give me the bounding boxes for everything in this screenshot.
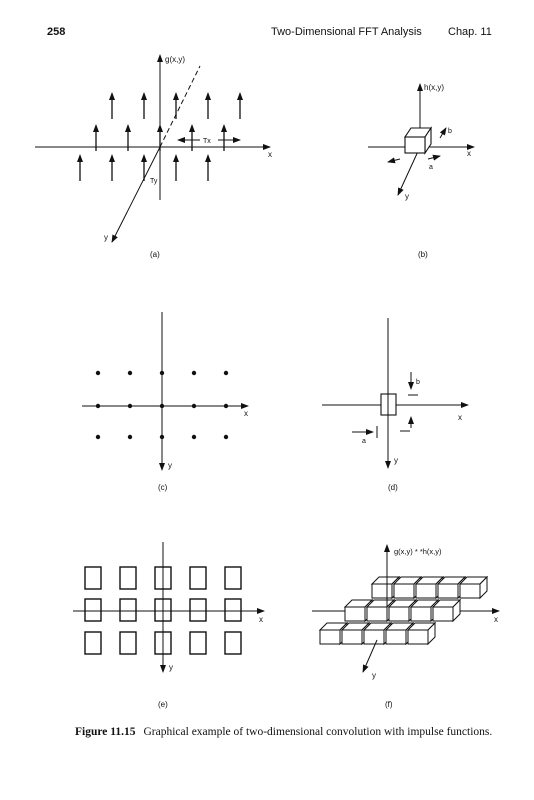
impulse-arrowhead — [93, 124, 99, 132]
impulse-arrowhead — [141, 154, 147, 162]
impulse-dot — [128, 371, 132, 375]
impulse-dot — [192, 371, 196, 375]
panel-a-tx-label: Tx — [203, 138, 211, 145]
panel-a-label: (a) — [150, 250, 160, 259]
impulse-dot — [192, 404, 196, 408]
panel-a-y-label: y — [104, 233, 108, 242]
convolution-rect — [225, 599, 241, 621]
impulse-dot — [160, 404, 164, 408]
chapter-label: Chap. 11 — [448, 26, 492, 38]
panel-d-b-label: b — [416, 379, 420, 386]
box-front — [416, 584, 436, 598]
box-front — [367, 607, 387, 621]
impulse-arrowhead — [125, 124, 131, 132]
convolution-rect — [190, 599, 206, 621]
panel-a-ty-label: Ty — [150, 178, 158, 185]
box-front — [460, 584, 480, 598]
panel-e — [73, 542, 264, 709]
impulse-dot — [96, 435, 100, 439]
panel-b-func-label: h(x,y) — [424, 83, 444, 92]
impulse-arrowhead — [109, 92, 115, 100]
impulse-arrowhead — [77, 154, 83, 162]
box-front — [364, 630, 384, 644]
panel-b-a-arrow — [388, 159, 400, 162]
panel-f-y-label: y — [372, 671, 376, 680]
panel-e-y-label: y — [169, 663, 173, 672]
impulse-arrowhead — [205, 92, 211, 100]
panel-a-x-label: x — [268, 150, 272, 159]
panel-b-a-arrow2 — [428, 156, 440, 159]
panel-d-a-label: a — [362, 438, 366, 445]
panel-b-a-label: a — [429, 164, 433, 171]
convolution-rect — [190, 567, 206, 589]
impulse-arrowhead — [173, 154, 179, 162]
figure-label: Figure 11.15 — [75, 726, 136, 738]
impulse-arrowhead — [173, 92, 179, 100]
box-front — [438, 584, 458, 598]
panel-b-label: (b) — [418, 250, 428, 259]
panel-b-y-label: y — [405, 192, 409, 201]
box-front — [394, 584, 414, 598]
panel-f — [312, 545, 499, 709]
panel-a-y-axis — [112, 147, 160, 242]
impulse-dot — [192, 435, 196, 439]
panel-a — [35, 55, 272, 259]
panel-b — [368, 83, 474, 259]
impulse-dot — [128, 404, 132, 408]
convolution-rect — [225, 632, 241, 654]
panel-d-y-label: y — [394, 456, 398, 465]
box-front — [411, 607, 431, 621]
box-front — [389, 607, 409, 621]
panel-b-b-arrow — [440, 128, 446, 138]
convolution-rect — [85, 567, 101, 589]
impulse-dot — [96, 404, 100, 408]
impulse-arrowhead — [141, 92, 147, 100]
convolution-rect — [225, 567, 241, 589]
box-front — [345, 607, 365, 621]
panel-e-label: (e) — [158, 700, 168, 709]
panel-f-x-label: x — [494, 615, 498, 624]
impulse-dot — [96, 371, 100, 375]
panel-d-x-label: x — [458, 413, 462, 422]
box-front — [320, 630, 340, 644]
panel-e-x-label: x — [259, 615, 263, 624]
box-front — [342, 630, 362, 644]
panel-c-x-label: x — [244, 409, 248, 418]
panel-a-diagonal — [160, 66, 200, 147]
impulse-arrowhead — [189, 124, 195, 132]
impulse-dot — [160, 435, 164, 439]
impulse-arrowhead — [157, 124, 163, 132]
panel-d-label: (d) — [388, 483, 398, 492]
page-number: 258 — [47, 26, 66, 38]
convolution-rect — [120, 567, 136, 589]
panel-c — [82, 312, 248, 492]
panel-f-y-axis — [363, 640, 377, 672]
convolution-rect — [85, 599, 101, 621]
panel-b-y-axis — [398, 147, 420, 195]
panel-d — [322, 318, 468, 492]
panel-b-b-label: b — [448, 128, 452, 135]
panel-f-func-label: g(x,y) * *h(x,y) — [394, 547, 442, 556]
figure-caption — [75, 725, 495, 739]
impulse-arrowhead — [109, 154, 115, 162]
panel-a-func-label: g(x,y) — [165, 55, 185, 64]
impulse-dot — [160, 371, 164, 375]
convolution-rect — [85, 632, 101, 654]
panel-b-box — [405, 128, 431, 153]
panel-f-label: (f) — [385, 700, 393, 709]
impulse-dot — [224, 371, 228, 375]
caption-text: Graphical example of two-dimensional convolution with impulse functions. — [143, 726, 493, 738]
box-front — [386, 630, 406, 644]
impulse-dot — [224, 435, 228, 439]
impulse-dot — [128, 435, 132, 439]
panel-c-label: (c) — [158, 483, 168, 492]
impulse-dot — [224, 404, 228, 408]
panel-b-x-label: x — [467, 149, 471, 158]
panel-c-y-label: y — [168, 461, 172, 470]
box-front — [433, 607, 453, 621]
impulse-arrowhead — [205, 154, 211, 162]
convolution-rect — [120, 632, 136, 654]
running-title: Two-Dimensional FFT Analysis — [271, 26, 422, 38]
box-front — [408, 630, 428, 644]
box-front — [372, 584, 392, 598]
impulse-arrowhead — [237, 92, 243, 100]
impulse-arrowhead — [221, 124, 227, 132]
convolution-rect — [120, 599, 136, 621]
convolution-rect — [190, 632, 206, 654]
